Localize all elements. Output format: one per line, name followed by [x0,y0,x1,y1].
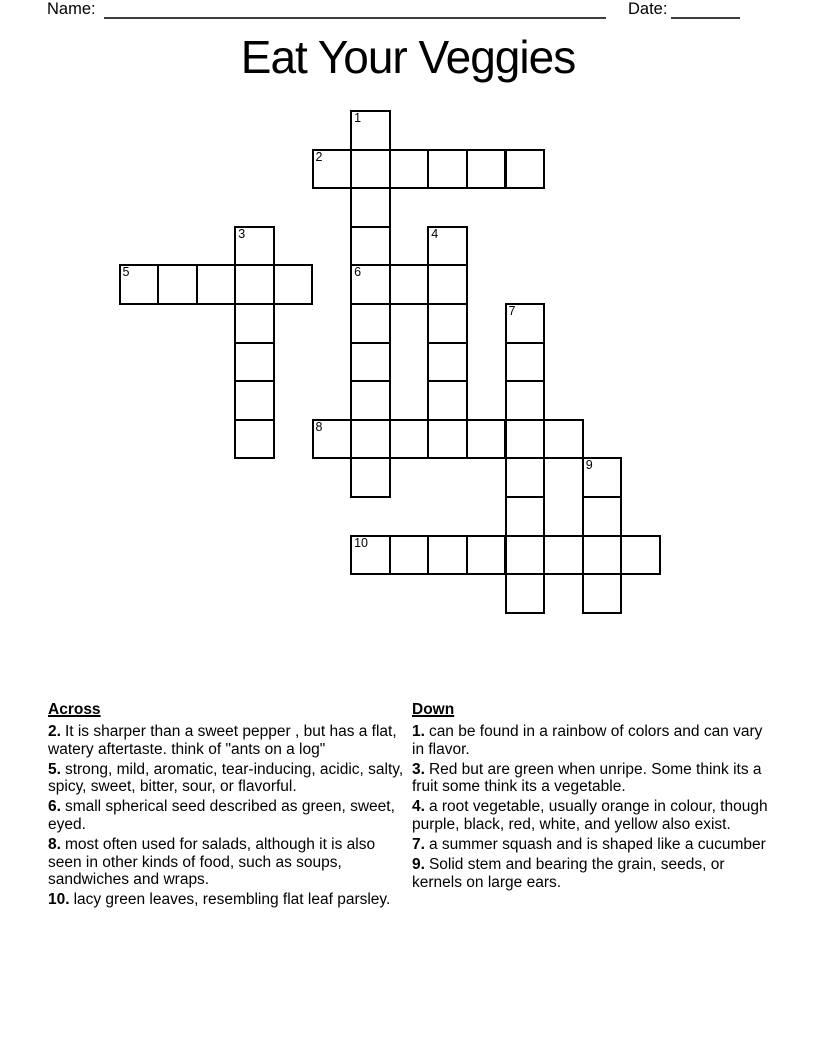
date-label: Date: [628,0,668,18]
clue-text: a summer squash and is shaped like a cucumber [428,836,766,854]
crossword-cell-r6-c8[interactable] [427,342,468,383]
cell-number-7: 7 [508,304,516,318]
cell-number-5: 5 [122,265,130,280]
clue-number: 2. [48,723,61,740]
clue-text: can be found in a rainbow of colors and can vary in flavor. [412,723,763,758]
clue-number: 9. [412,856,425,874]
crossword-cell-r5-c3[interactable] [234,303,275,344]
crossword-cell-r11-c7[interactable] [389,535,430,576]
crossword-cell-r11-c11[interactable] [543,535,584,576]
crossword-cell-r4-c7[interactable] [389,264,430,305]
clue-down-7 [412,836,768,854]
cell-number-1: 1 [354,111,362,125]
crossword-cell-r4-c4[interactable] [273,264,314,305]
crossword-cell-r7-c3[interactable] [234,380,275,421]
cell-number-9: 9 [585,458,593,473]
crossword-cell-r5-c6[interactable] [350,303,391,344]
crossword-cell-r4-c2[interactable] [196,264,237,305]
clue-number: 5. [48,760,61,778]
clue-text: most often used for salads, although it is also seen in other kinds of food, such as soups, sandwiches and wraps. [48,836,376,889]
clue-number: 8. [48,836,61,854]
clue-down-4 [412,798,768,833]
down-clues-section [412,701,768,894]
crossword-cell-r1-c5[interactable] [312,149,353,190]
crossword-cell-r4-c8[interactable] [427,264,468,305]
crossword-cell-r10-c10[interactable] [505,496,546,537]
clue-number: 6. [48,798,61,816]
clue-across-2 [48,723,412,758]
crossword-cell-r6-c6[interactable] [350,342,391,383]
crossword-cell-r3-c3[interactable] [234,226,275,267]
crossword-cell-r8-c8[interactable] [427,419,468,460]
crossword-cell-r0-c6[interactable] [350,110,391,151]
puzzle-title: Eat Your Veggies [240,31,576,83]
clue-across-5 [48,761,412,796]
clue-text: lacy green leaves, resembling flat leaf parsley. [73,891,391,909]
crossword-cell-r7-c10[interactable] [505,380,546,421]
across-clues-section [48,701,412,911]
crossword-cell-r7-c8[interactable] [427,380,468,421]
clue-number: 3. [412,760,425,778]
clue-across-10 [48,891,412,909]
crossword-cell-r6-c3[interactable] [234,342,275,383]
crossword-cell-r11-c9[interactable] [466,535,507,576]
clue-text: Red but are green when unripe. Some think its a fruit some think its a vegetable. [412,760,762,796]
crossword-cell-r1-c9[interactable] [466,149,507,190]
crossword-cell-r11-c6[interactable] [350,535,391,576]
crossword-cell-r11-c8[interactable] [427,535,468,576]
crossword-cell-r1-c10[interactable] [505,149,546,190]
clue-text: small spherical seed described as green, sweet, eyed. [48,798,395,833]
crossword-cell-r6-c10[interactable] [505,342,546,383]
crossword-cell-r10-c12[interactable] [582,496,623,537]
crossword-cell-r8-c6[interactable] [350,419,391,460]
cell-number-2: 2 [315,149,323,164]
clue-text: Solid stem and bearing the grain, seeds, or kernels on large ears. [412,856,725,891]
crossword-cell-r11-c13[interactable] [620,535,661,576]
clue-number: 7. [412,836,425,854]
crossword-cell-r5-c10[interactable] [505,303,546,344]
cell-number-6: 6 [354,265,362,280]
crossword-cell-r9-c10[interactable] [505,457,546,498]
clue-text: strong, mild, aromatic, tear-inducing, acidic, salty, spicy, sweet, bitter, sour, or flavorful. [48,760,404,796]
cell-number-4: 4 [431,226,439,241]
crossword-cell-r4-c3[interactable] [234,264,275,305]
clue-number: 1. [412,723,425,740]
across-clue-list [48,723,412,909]
crossword-cell-r8-c3[interactable] [234,419,275,460]
clue-down-1 [412,723,768,758]
cell-number-8: 8 [315,419,323,434]
name-label: Name: [47,0,96,18]
crossword-cell-r2-c6[interactable] [350,187,391,228]
down-clue-list [412,723,768,891]
crossword-cell-r5-c8[interactable] [427,303,468,344]
crossword-cell-r9-c12[interactable] [582,457,623,498]
crossword-cell-r8-c10[interactable] [505,419,546,460]
crossword-cell-r4-c1[interactable] [157,264,198,305]
crossword-cell-r11-c12[interactable] [582,535,623,576]
clue-down-3 [412,761,768,796]
cell-number-3: 3 [238,226,246,241]
crossword-cell-r12-c12[interactable] [582,573,623,614]
across-heading: Across [48,701,101,718]
clue-number: 10. [48,891,70,909]
clue-text: It is sharper than a sweet pepper , but has a flat, watery aftertaste. think of "ants on a log" [48,723,397,758]
crossword-cell-r8-c11[interactable] [543,419,584,460]
clue-across-8 [48,836,412,889]
crossword-cell-r1-c8[interactable] [427,149,468,190]
crossword-cell-r11-c10[interactable] [505,535,546,576]
crossword-cell-r8-c7[interactable] [389,419,430,460]
crossword-cell-r8-c9[interactable] [466,419,507,460]
crossword-cell-r1-c7[interactable] [389,149,430,190]
crossword-cell-r7-c6[interactable] [350,380,391,421]
crossword-cell-r12-c10[interactable] [505,573,546,614]
crossword-cell-r1-c6[interactable] [350,149,391,190]
crossword-cell-r4-c6[interactable] [350,264,391,305]
down-heading: Down [412,701,455,718]
crossword-cell-r8-c5[interactable] [312,419,353,460]
crossword-cell-r3-c8[interactable] [427,226,468,267]
crossword-cell-r3-c6[interactable] [350,226,391,267]
cell-number-10: 10 [354,535,368,550]
crossword-cell-r4-c0[interactable] [119,264,160,305]
clue-text: a root vegetable, usually orange in colour, though purple, black, red, white, and yellow also exist. [412,798,768,833]
clue-number: 4. [412,798,425,816]
crossword-cell-r9-c6[interactable] [350,457,391,498]
clue-across-6 [48,798,412,833]
clue-down-9 [412,856,768,891]
